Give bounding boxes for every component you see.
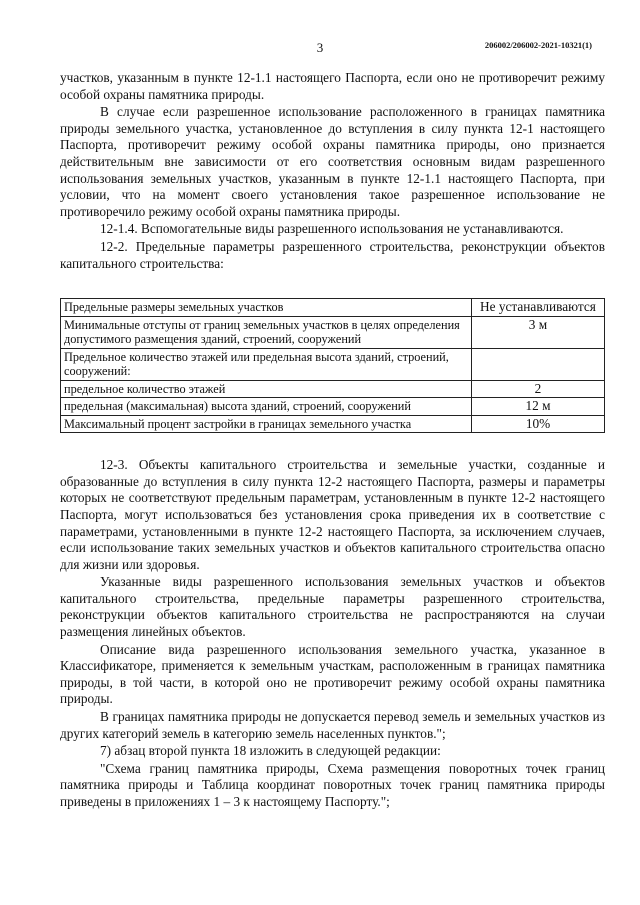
table-row (61, 398, 605, 416)
table-cell-value: 2 (472, 380, 605, 398)
table-row (61, 316, 605, 348)
table-cell-label: предельная (максимальная) высота зданий, строений, сооружений (61, 398, 472, 416)
table-cell-value: 3 м (472, 316, 605, 348)
table-cell-value: 12 м (472, 398, 605, 416)
table-cell-value: 10% (472, 415, 605, 433)
paragraph: В случае если разрешенное использование расположенного в границах памятника природы земельного участка, установленное до вступления в силу пункта 12-1 настоящего Паспорта, противоречит режиму особой охраны памятника природы, оно признается действительным вне зависимости от его соответствия основным видам разрешенного использования земельных участков, указанным в пункте 12-1.1 настоящего Паспорта, при условии, что на момент своего установления такое разрешенное использование не противоречило режиму особой охраны памятника природы. (60, 104, 605, 219)
table-cell-label: Минимальные отступы от границ земельных участков в целях определения допустимого размещения зданий, строений, сооружений (61, 316, 472, 348)
paragraph: участков, указанным в пункте 12-1.1 настоящего Паспорта, если оно не противоречит режиму особой охраны памятника природы. (60, 70, 605, 102)
document-code: 206002/206002-2021-10321(1) (484, 40, 592, 50)
paragraph: "Схема границ памятника природы, Схема размещения поворотных точек границ памятника природы и Таблица координат поворотных точек границ памятника природы приведены в приложениях 1 – 3 к настоящему Паспорту."; (60, 760, 605, 809)
table-cell-label: Предельные размеры земельных участков (61, 299, 472, 317)
table-row (61, 348, 605, 380)
paragraph: 12-1.4. Вспомогательные виды разрешенного использования не устанавливаются. (100, 221, 564, 237)
paragraph: Указанные виды разрешенного использования земельных участков и объектов капитального строительства, предельные параметры разрешенного строительства, реконструкции объектов капитального строительства не распространяются на случаи размещения линейных объектов. (60, 574, 605, 640)
table-cell-label: Максимальный процент застройки в границах земельного участка (61, 415, 472, 433)
table-cell-value (472, 348, 605, 380)
table-row (61, 380, 605, 398)
paragraph: В границах памятника природы не допускается перевод земель и земельных участков из других категорий земель в категорию земель населенных пунктов."; (60, 709, 605, 741)
paragraph: 12-2. Предельные параметры разрешенного строительства, реконструкции объектов капитального строительства: (60, 238, 605, 271)
table-row (61, 415, 605, 433)
document-body (60, 70, 605, 812)
page-number: 3 (316, 40, 324, 55)
table-cell-value: Не устанавливаются (472, 299, 605, 317)
table-cell-label: предельное количество этажей (61, 380, 472, 398)
table-row (61, 299, 605, 317)
paragraph: 12-3. Объекты капитального строительства и земельные участки, созданные и образованные до вступления в силу пункта 12-2 настоящего Паспорта, размеры и параметры которых не соответствуют предельным параметрам, установленным в пункте 12-2 настоящего Паспорта, могут использоваться без установления срока приведения их в соответствие с параметрами, установленными в пункте 12-2 настоящего Паспорта, за исключением случаев, если использование таких земельных участков и объектов капитального строительства опасно для жизни или здоровья. (60, 457, 605, 572)
parameters-table (60, 298, 605, 433)
paragraph: Описание вида разрешенного использования земельного участка, указанное в Классификаторе, применяется к земельным участкам, расположенным в границах памятника природы, в той части, в которой оно не противоречит режиму особой охраны памятника природы. (60, 641, 605, 707)
paragraph: 7) абзац второй пункта 18 изложить в следующей редакции: (100, 743, 441, 759)
table-cell-label: Предельное количество этажей или предельная высота зданий, строений, сооружений: (61, 348, 472, 380)
